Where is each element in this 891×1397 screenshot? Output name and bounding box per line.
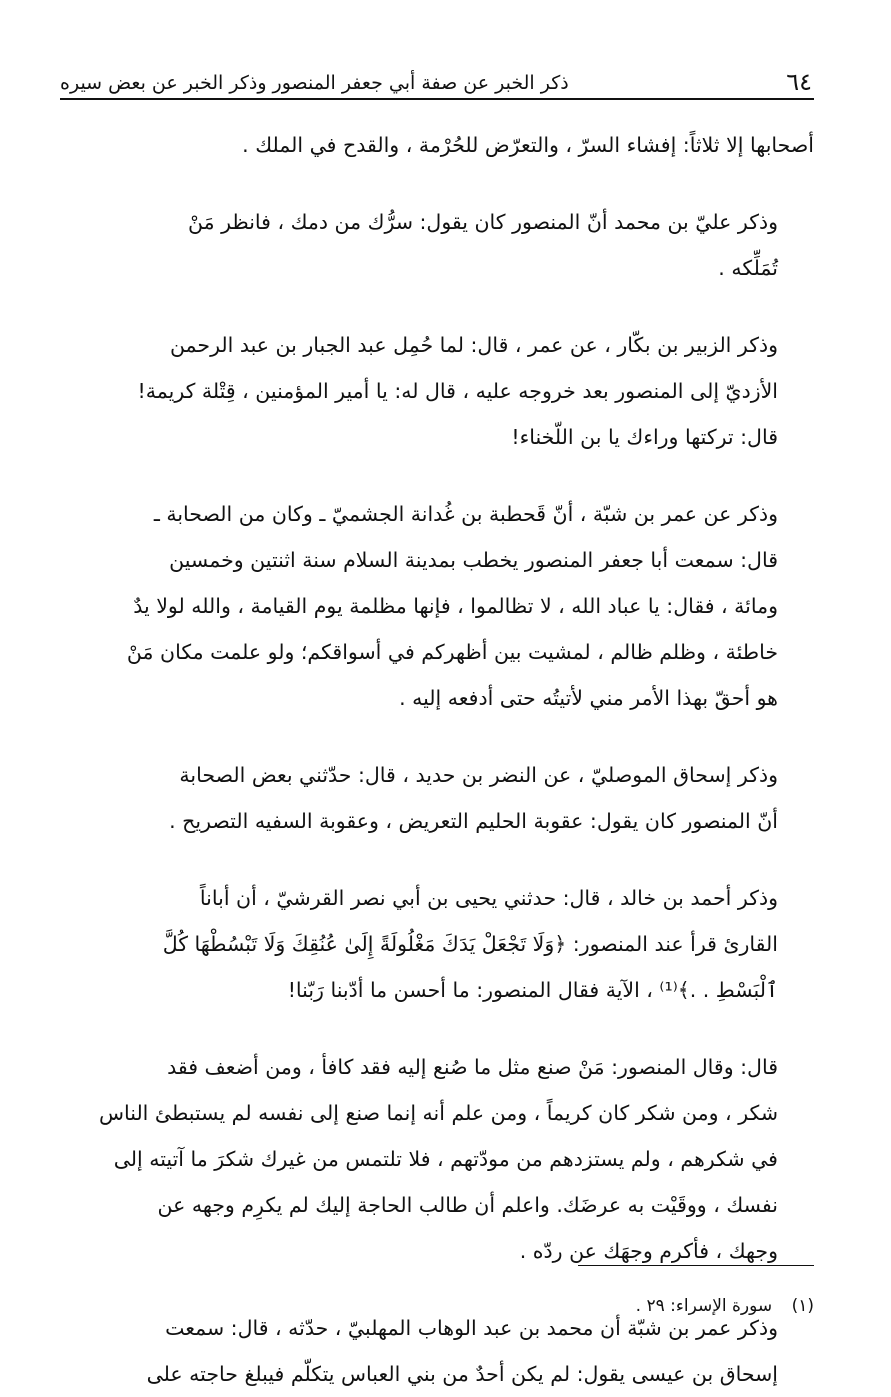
footnote-divider <box>578 1265 814 1266</box>
text-line: تُمَلِّكه . <box>718 256 778 280</box>
text-line: القارئ قرأ عند المنصور: ﴿وَلَا تَجْعَلْ يَدَكَ مَغْلُولَةً إِلَىٰ عُنُقِكَ وَلَا تَبْسُطْهَا كُلَّ <box>162 932 778 956</box>
paragraph <box>60 491 814 721</box>
page-number: ٦٤ <box>786 68 812 96</box>
footnote-mark: (١) <box>791 1296 814 1316</box>
text-line: وذكر الزبير بن بكّار ، عن عمر ، قال: لما حُمِل عبد الجبار بن عبد الرحمن <box>169 333 778 357</box>
paragraph <box>60 875 814 1013</box>
text-line: شكر ، ومن شكر كان كريماً ، ومن علم أنه إنما صنع إلى نفسه لم يستبطئ الناس <box>98 1101 778 1125</box>
text-line: إسحاق بن عيسى يقول: لم يكن أحدٌ من بني العباس يتكلّم فيبلغ حاجته على <box>146 1362 778 1386</box>
text-line: قال: سمعت أبا جعفر المنصور يخطب بمدينة السلام سنة اثنتين وخمسين <box>169 548 778 572</box>
text-line: الأزديّ إلى المنصور بعد خروجه عليه ، قال له: يا أمير المؤمنين ، قِتْلة كريمة! <box>137 379 778 403</box>
text-line: ٱلْبَسْطِ . .﴾⁽¹⁾ ، الآية فقال المنصور: ما أحسن ما أدّبنا رَبّنا! <box>287 978 778 1002</box>
text-line: وجهك ، فأكرم وجهَك عن ردّه . <box>519 1239 778 1263</box>
running-header <box>60 60 814 100</box>
footnote <box>636 1292 814 1320</box>
paragraph <box>60 322 814 460</box>
text-line: وذكر عمر بن شبّة أن محمد بن عبد الوهاب المهلبيّ ، حدّثه ، قال: سمعت <box>165 1316 778 1340</box>
paragraph <box>60 122 814 168</box>
footnote-text: سورة الإسراء: ٢٩ . <box>635 1296 773 1316</box>
text-line: هو أحقّ بهذا الأمر مني لأتيتُه حتى أدفعه إليه . <box>399 686 778 710</box>
text-line: خاطئة ، وظلم ظالم ، لمشيت بين أظهركم في أسواقكم؛ ولو علمت مكان مَنْ <box>126 640 778 664</box>
text-line: وذكر إسحاق الموصليّ ، عن النضر بن حديد ، قال: حدّثني بعض الصحابة <box>179 763 778 787</box>
body-text <box>60 122 814 1397</box>
text-line: قال: تركتها وراءك يا بن اللّخناء! <box>511 425 778 449</box>
text-line: أنّ المنصور كان يقول: عقوبة الحليم التعريض ، وعقوبة السفيه التصريح . <box>169 809 778 833</box>
text-line: قال: وقال المنصور: مَنْ صنع مثل ما صُنع إليه فقد كافأ ، ومن أضعف فقد <box>167 1055 778 1079</box>
paragraph <box>60 199 814 291</box>
text-line: وذكر عن عمر بن شبّة ، أنّ قَحطبة بن غُدانة الجشميّ ـ وكان من الصحابة ـ <box>153 502 778 526</box>
running-header-title: ذكر الخبر عن صفة أبي جعفر المنصور وذكر الخبر عن بعض سيره <box>60 72 569 95</box>
text-line: في شكرهم ، ولم يستزدهم من مودّتهم ، فلا تلتمس من غيرك شكرَ ما آتيته إلى <box>113 1147 778 1171</box>
book-page <box>60 60 814 1386</box>
text-line: وذكر أحمد بن خالد ، قال: حدثني يحيى بن أبي نصر القرشيّ ، أن أباناً <box>199 886 778 910</box>
text-line: نفسك ، ووقَيْت به عرضَك. واعلم أن طالب الحاجة إليك لم يكرِم وجهه عن <box>157 1193 778 1217</box>
text-line: وذكر عليّ بن محمد أنّ المنصور كان يقول: سرُّك من دمك ، فانظر مَنْ <box>187 210 778 234</box>
paragraph <box>60 752 814 844</box>
paragraph <box>60 1044 814 1274</box>
text-line: أصحابها إلا ثلاثاً: إفشاء السرّ ، والتعرّض للحُرْمة ، والقدح في الملك . <box>242 133 814 157</box>
text-line: ومائة ، فقال: يا عباد الله ، لا تظالموا ، فإنها مظلمة يوم القيامة ، والله لولا يدٌ <box>133 594 778 618</box>
